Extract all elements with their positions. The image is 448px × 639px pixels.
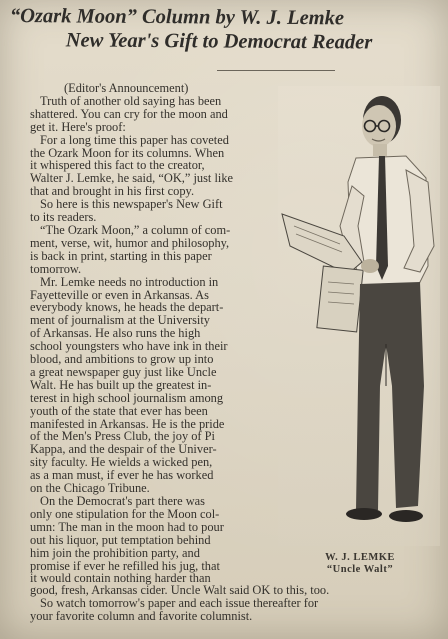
article-line: on the Chicago Tribune. xyxy=(30,481,150,496)
article-line: blood, and ambitions to grow up into xyxy=(30,352,214,367)
article-line: the Ozark Moon for its columns. When xyxy=(30,145,225,160)
article-line: a great newspaper guy just like Uncle xyxy=(30,364,217,379)
article-line: school youngsters who have ink in their xyxy=(30,339,228,354)
article-line: good, fresh, Arkansas cider. Uncle Walt said OK to this, too. xyxy=(30,583,330,597)
article-line: it whispered this fact to the creator, xyxy=(30,158,205,173)
article-line: is back in print, starting in this paper xyxy=(30,248,212,263)
article-line: ment, verse, wit, humor and philosophy, xyxy=(30,235,230,250)
article-line: “The Ozark Moon,” a column of com- xyxy=(40,222,231,237)
article-line: Walter J. Lemke, he said, “OK,” just like xyxy=(30,171,234,186)
caption-nickname: “Uncle Walt” xyxy=(326,564,394,575)
headline-line-1: “Ozark Moon” Column by W. J. Lemke xyxy=(9,4,345,30)
article-line: out his liquor, put temptation behind xyxy=(30,532,211,547)
article-line: as a man must, if ever he has worked xyxy=(30,468,214,483)
article-line: it would contain nothing harder than xyxy=(30,571,211,586)
article-line: him join the prohibition party, and xyxy=(30,545,200,560)
article-line: youth of the state that ever has been xyxy=(30,403,208,418)
shoe-right xyxy=(389,510,423,522)
article-bottom-lines xyxy=(30,584,440,623)
article-line: to its readers. xyxy=(30,210,97,225)
article-body xyxy=(30,82,285,585)
article-line: sity faculty. He wields a wicked pen, xyxy=(30,455,213,470)
article-line: Kappa, and the despair of the Univer- xyxy=(30,442,217,457)
article-line: shattered. You can cry for the moon and xyxy=(30,106,228,121)
article-line: umn: The man in the moon had to pour xyxy=(30,519,224,534)
shoe-left xyxy=(346,508,382,520)
article-line: manifested in Arkansas. He is the pride xyxy=(30,416,225,431)
article-line: of the Men's Press Club, the joy of Pi xyxy=(30,429,215,444)
editors-announcement: (Editor's Announcement) xyxy=(64,81,189,95)
article-line: your favorite column and favorite columnist. xyxy=(30,608,253,623)
article-line: promise if ever he refilled his jug, that xyxy=(30,558,220,573)
lemke-photo xyxy=(278,86,440,546)
article-line: Mr. Lemke needs no introduction in xyxy=(40,274,219,289)
article-line: everybody knows, he heads the depart- xyxy=(30,300,224,315)
article-line: So watch tomorrow's paper and each issue thereafter for xyxy=(40,595,319,610)
article-line: that and brought in his first copy. xyxy=(30,184,195,199)
caption-name: W. J. LEMKE xyxy=(325,552,395,563)
article-line: ment of journalism at the University xyxy=(30,313,210,328)
article-line: For a long time this paper has coveted xyxy=(40,132,229,147)
article-line: On the Democrat's part there was xyxy=(40,494,205,508)
article-line: Walt. He has built up the greatest in- xyxy=(30,377,212,392)
article-line: terest in high school journalism among xyxy=(30,390,224,405)
article-line: Fayetteville or even in Arkansas. As xyxy=(30,287,209,302)
article-line: tomorrow. xyxy=(30,261,82,276)
article-line: only one stipulation for the Moon col- xyxy=(30,506,220,521)
headline-rule xyxy=(217,70,335,71)
photo-caption xyxy=(305,552,415,576)
article-line: of Arkansas. He also runs the high xyxy=(30,326,201,341)
article-line: So here is this newspaper's New Gift xyxy=(40,197,223,212)
article-line: get it. Here's proof: xyxy=(30,119,126,134)
headline xyxy=(10,4,448,55)
headline-line-2: New Year's Gift to Democrat Reader xyxy=(65,29,373,54)
article-line: Truth of another old saying has been xyxy=(40,93,222,108)
